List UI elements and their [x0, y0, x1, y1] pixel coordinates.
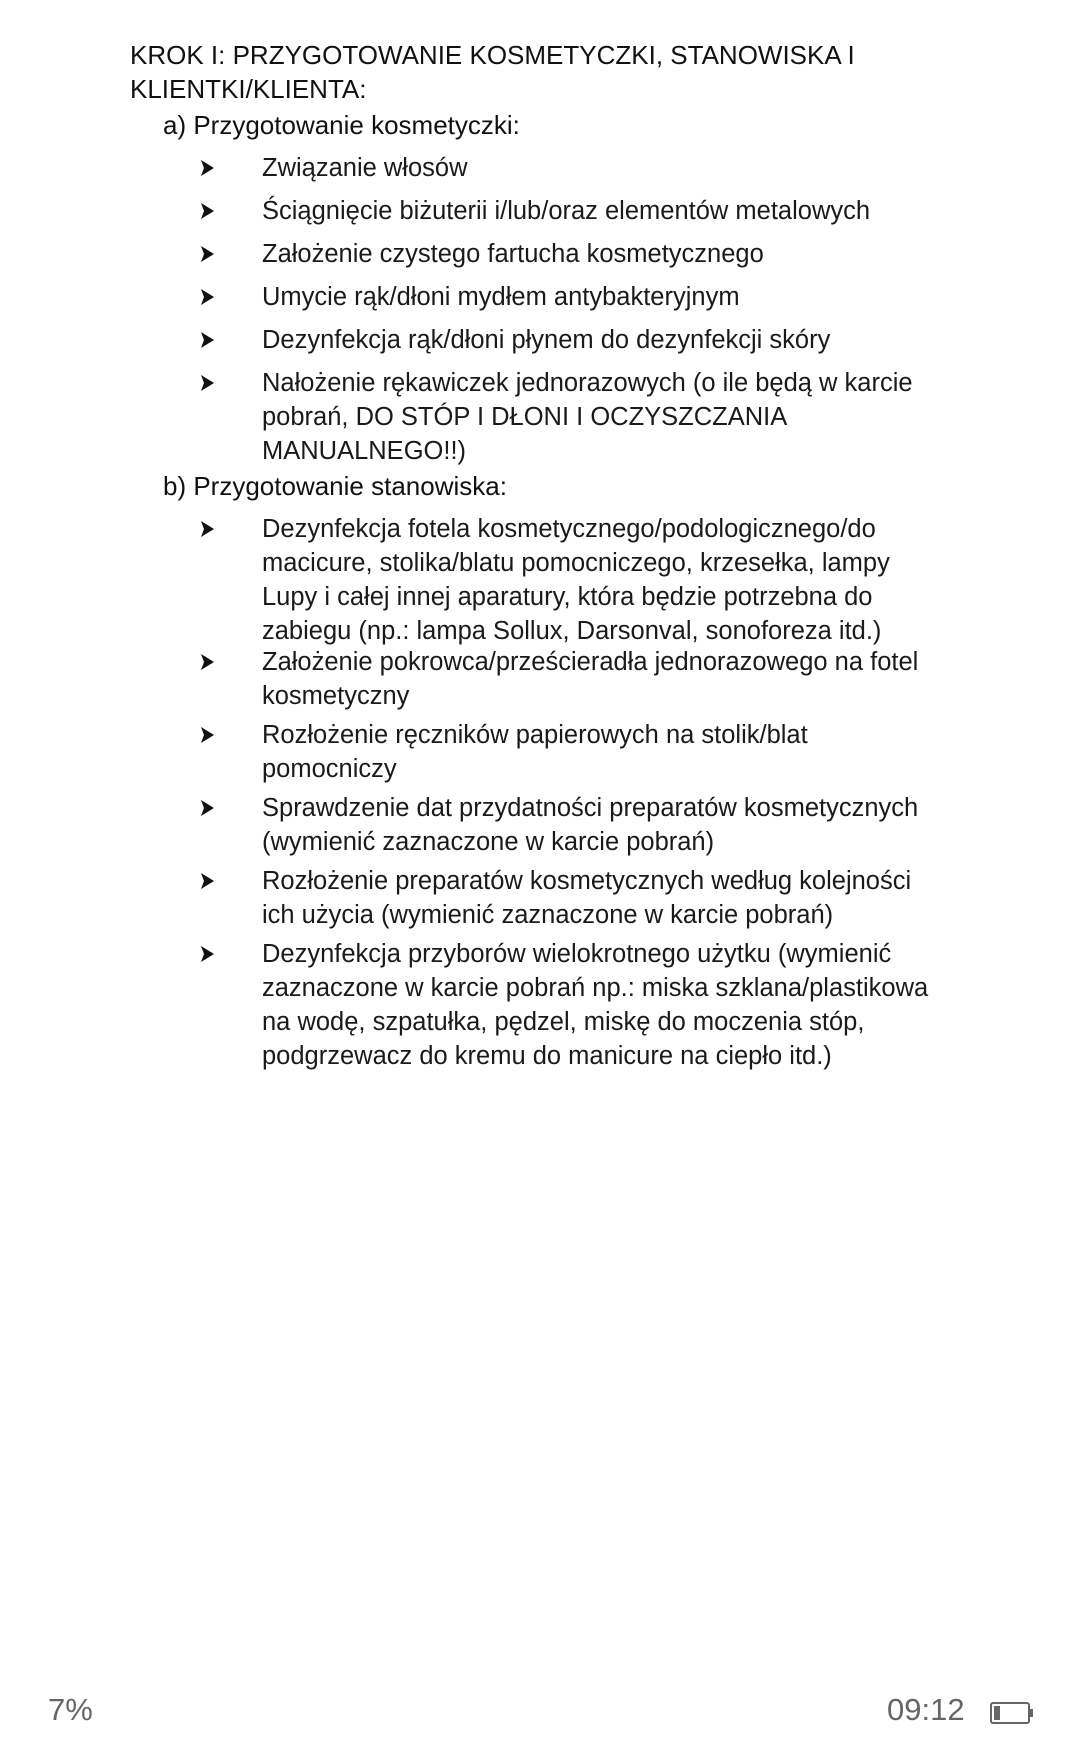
list-item-line: pomocniczy	[262, 755, 397, 783]
list-item	[229, 237, 959, 271]
bullet-arrow-icon	[199, 160, 215, 176]
list-item	[229, 645, 959, 713]
list-item-line: zabiegu (np.: lampa Sollux, Darsonval, sonoforeza itd.)	[262, 617, 882, 645]
list-item-line: Rozłożenie preparatów kosmetycznych według kolejności	[262, 867, 912, 895]
bullet-arrow-icon	[199, 332, 215, 348]
list-item-line: Nałożenie rękawiczek jednorazowych (o ile będą w karcie	[262, 369, 913, 397]
list-item-line: Rozłożenie ręczników papierowych na stolik/blat	[262, 721, 808, 749]
list-item-line: Sprawdzenie dat przydatności preparatów kosmetycznych	[262, 794, 919, 822]
clock-time: 09:12	[887, 1692, 965, 1727]
bullet-arrow-icon	[199, 521, 215, 537]
list-item-line: Związanie włosów	[262, 154, 468, 182]
list-item-line: macicure, stolika/blatu pomocniczego, krzesełka, lampy	[262, 549, 890, 577]
list-item	[229, 791, 959, 859]
list-item	[229, 718, 959, 786]
heading-line-1: KROK I: PRZYGOTOWANIE KOSMETYCZKI, STANOWISKA I	[130, 40, 855, 70]
list-item-line: Ściągnięcie biżuterii i/lub/oraz elementów metalowych	[262, 197, 871, 225]
list-item	[229, 366, 959, 468]
list-item-line: (wymienić zaznaczone w karcie pobrań)	[262, 828, 715, 856]
bullet-arrow-icon	[199, 727, 215, 743]
section-a-title: a) Przygotowanie kosmetyczki:	[163, 110, 520, 140]
battery-low-icon	[990, 1702, 1034, 1724]
bullet-arrow-icon	[199, 289, 215, 305]
list-item-line: Dezynfekcja rąk/dłoni płynem do dezynfekcji skóry	[262, 326, 831, 354]
page-heading	[130, 38, 950, 106]
list-item	[229, 512, 959, 648]
list-item	[229, 323, 959, 357]
list-item-line: Dezynfekcja przyborów wielokrotnego użytku (wymienić	[262, 940, 892, 968]
bullet-arrow-icon	[199, 375, 215, 391]
list-item-line: MANUALNEGO!!)	[262, 437, 467, 465]
list-item-line: Założenie pokrowca/prześcieradła jednorazowego na fotel	[262, 648, 919, 676]
list-item-line: Założenie czystego fartucha kosmetycznego	[262, 240, 764, 268]
list-item	[229, 937, 959, 1073]
bullet-arrow-icon	[199, 203, 215, 219]
list-item-line: Lupy i całej innej aparatury, która będzie potrzebna do	[262, 583, 873, 611]
list-item	[229, 280, 959, 314]
bullet-arrow-icon	[199, 654, 215, 670]
bullet-arrow-icon	[199, 946, 215, 962]
list-item-line: na wodę, szpatułka, pędzel, miskę do moczenia stóp,	[262, 1008, 865, 1036]
bullet-arrow-icon	[199, 246, 215, 262]
list-item	[229, 864, 959, 932]
list-item	[229, 151, 959, 185]
list-item-line: ich użycia (wymienić zaznaczone w karcie pobrań)	[262, 901, 834, 929]
list-item-line: podgrzewacz do kremu do manicure na ciepło itd.)	[262, 1042, 832, 1070]
list-item-line: Dezynfekcja fotela kosmetycznego/podologicznego/do	[262, 515, 876, 543]
status-bar	[0, 1690, 1080, 1740]
bullet-arrow-icon	[199, 873, 215, 889]
bullet-arrow-icon	[199, 800, 215, 816]
battery-percentage: 7%	[48, 1692, 93, 1727]
list-item-line: zaznaczone w karcie pobrań np.: miska szklana/plastikowa	[262, 974, 929, 1002]
list-item-line: pobrań, DO STÓP I DŁONI I OCZYSZCZANIA	[262, 403, 788, 431]
heading-line-2: KLIENTKI/KLIENTA:	[130, 74, 367, 104]
list-item-line: Umycie rąk/dłoni mydłem antybakteryjnym	[262, 283, 740, 311]
list-item-line: kosmetyczny	[262, 682, 410, 710]
list-item	[229, 194, 959, 228]
section-b-title: b) Przygotowanie stanowiska:	[163, 471, 507, 501]
